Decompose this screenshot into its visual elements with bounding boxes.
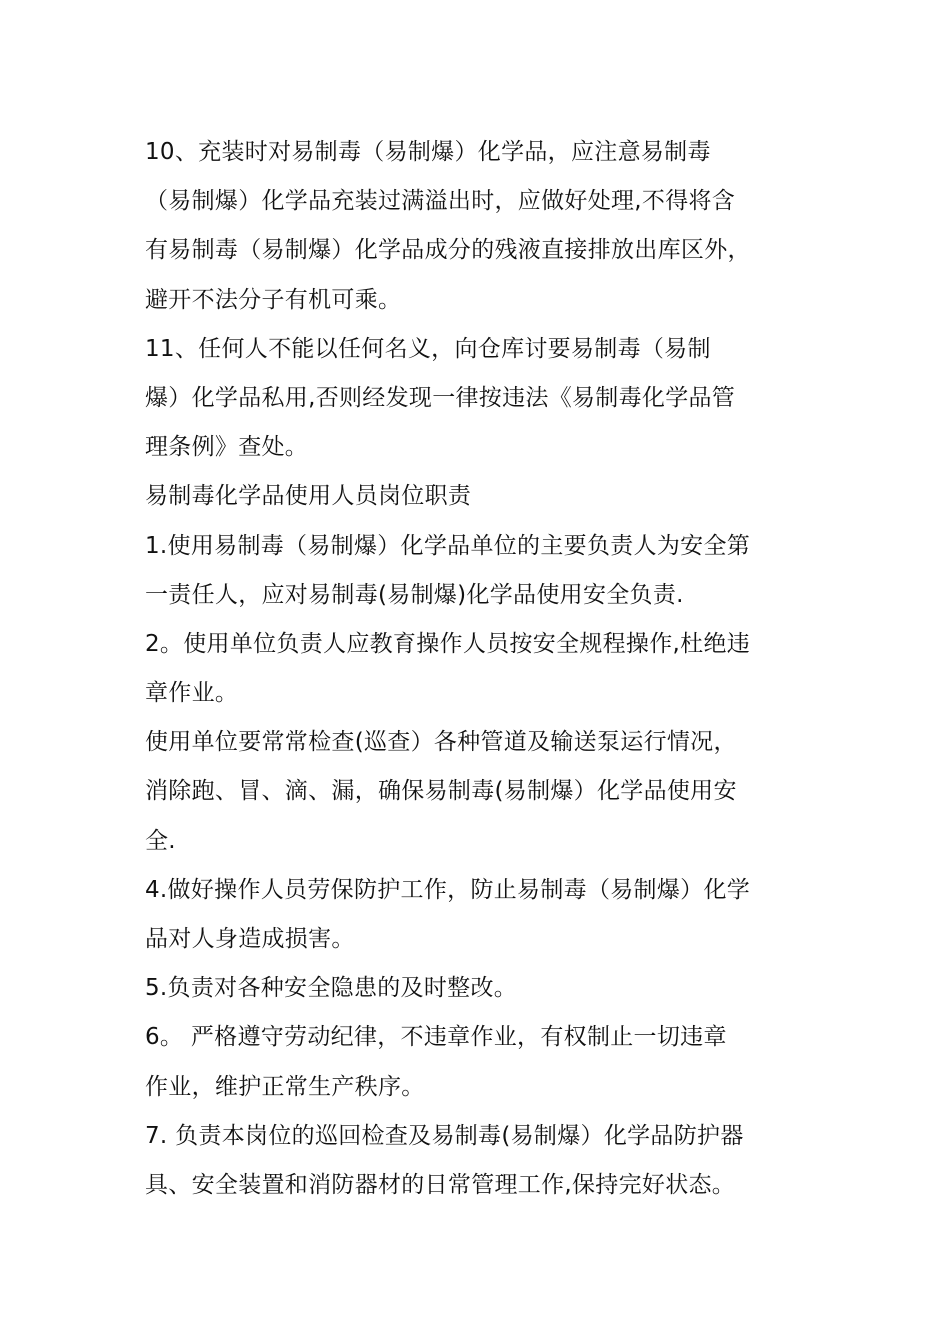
text-line: 消除跑、冒、滴、漏，确保易制毒(易制爆）化学品使用安 [145, 778, 737, 805]
text-line: 10、充装时对易制毒（易制爆）化学品，应注意易制毒 [145, 139, 711, 165]
text-line: 理条例》查处。 [145, 434, 309, 461]
text-line: 有易制毒（易制爆）化学品成分的残液直接排放出库区外， [145, 237, 751, 264]
text-line: 作业，维护正常生产秩序。 [145, 1073, 425, 1100]
text-line: 4.做好操作人员劳保防护工作，防止易制毒（易制爆）化学 [145, 876, 751, 903]
document-body [145, 128, 805, 1210]
text-line: 11、任何人不能以任何名义，向仓库讨要易制毒（易制 [145, 335, 711, 362]
text-line: 5.负责对各种安全隐患的及时整改。 [145, 975, 518, 1002]
text-line: 2。使用单位负责人应教育操作人员按安全规程操作,杜绝违 [145, 630, 751, 657]
text-line: 避开不法分子有机可乘。 [145, 286, 402, 313]
text-line: （易制爆）化学品充装过满溢出时，应做好处理,不得将含 [145, 188, 736, 215]
text-line: 全. [145, 827, 176, 854]
text-line: 使用单位要常常检查(巡查）各种管道及输送泵运行情况， [145, 729, 737, 756]
text-line: 章作业。 [145, 680, 239, 707]
text-line: 品对人身造成损害。 [145, 926, 355, 952]
text-line: 一责任人，应对易制毒(易制爆)化学品使用安全负责. [145, 581, 684, 608]
text-line: 爆）化学品私用,否则经发现一律按违法《易制毒化学品管 [145, 384, 736, 411]
text-line: 具、安全装置和消防器材的日常管理工作,保持完好状态。 [145, 1171, 736, 1198]
text-line: 6。 严格遵守劳动纪律，不违章作业，有权制止一切违章 [145, 1024, 727, 1051]
section-heading: 易制毒化学品使用人员岗位职责 [145, 483, 472, 510]
text-line: 7. 负责本岗位的巡回检查及易制毒(易制爆）化学品防护器 [145, 1122, 744, 1149]
text-line: 1.使用易制毒（易制爆）化学品单位的主要负责人为安全第 [145, 532, 751, 559]
